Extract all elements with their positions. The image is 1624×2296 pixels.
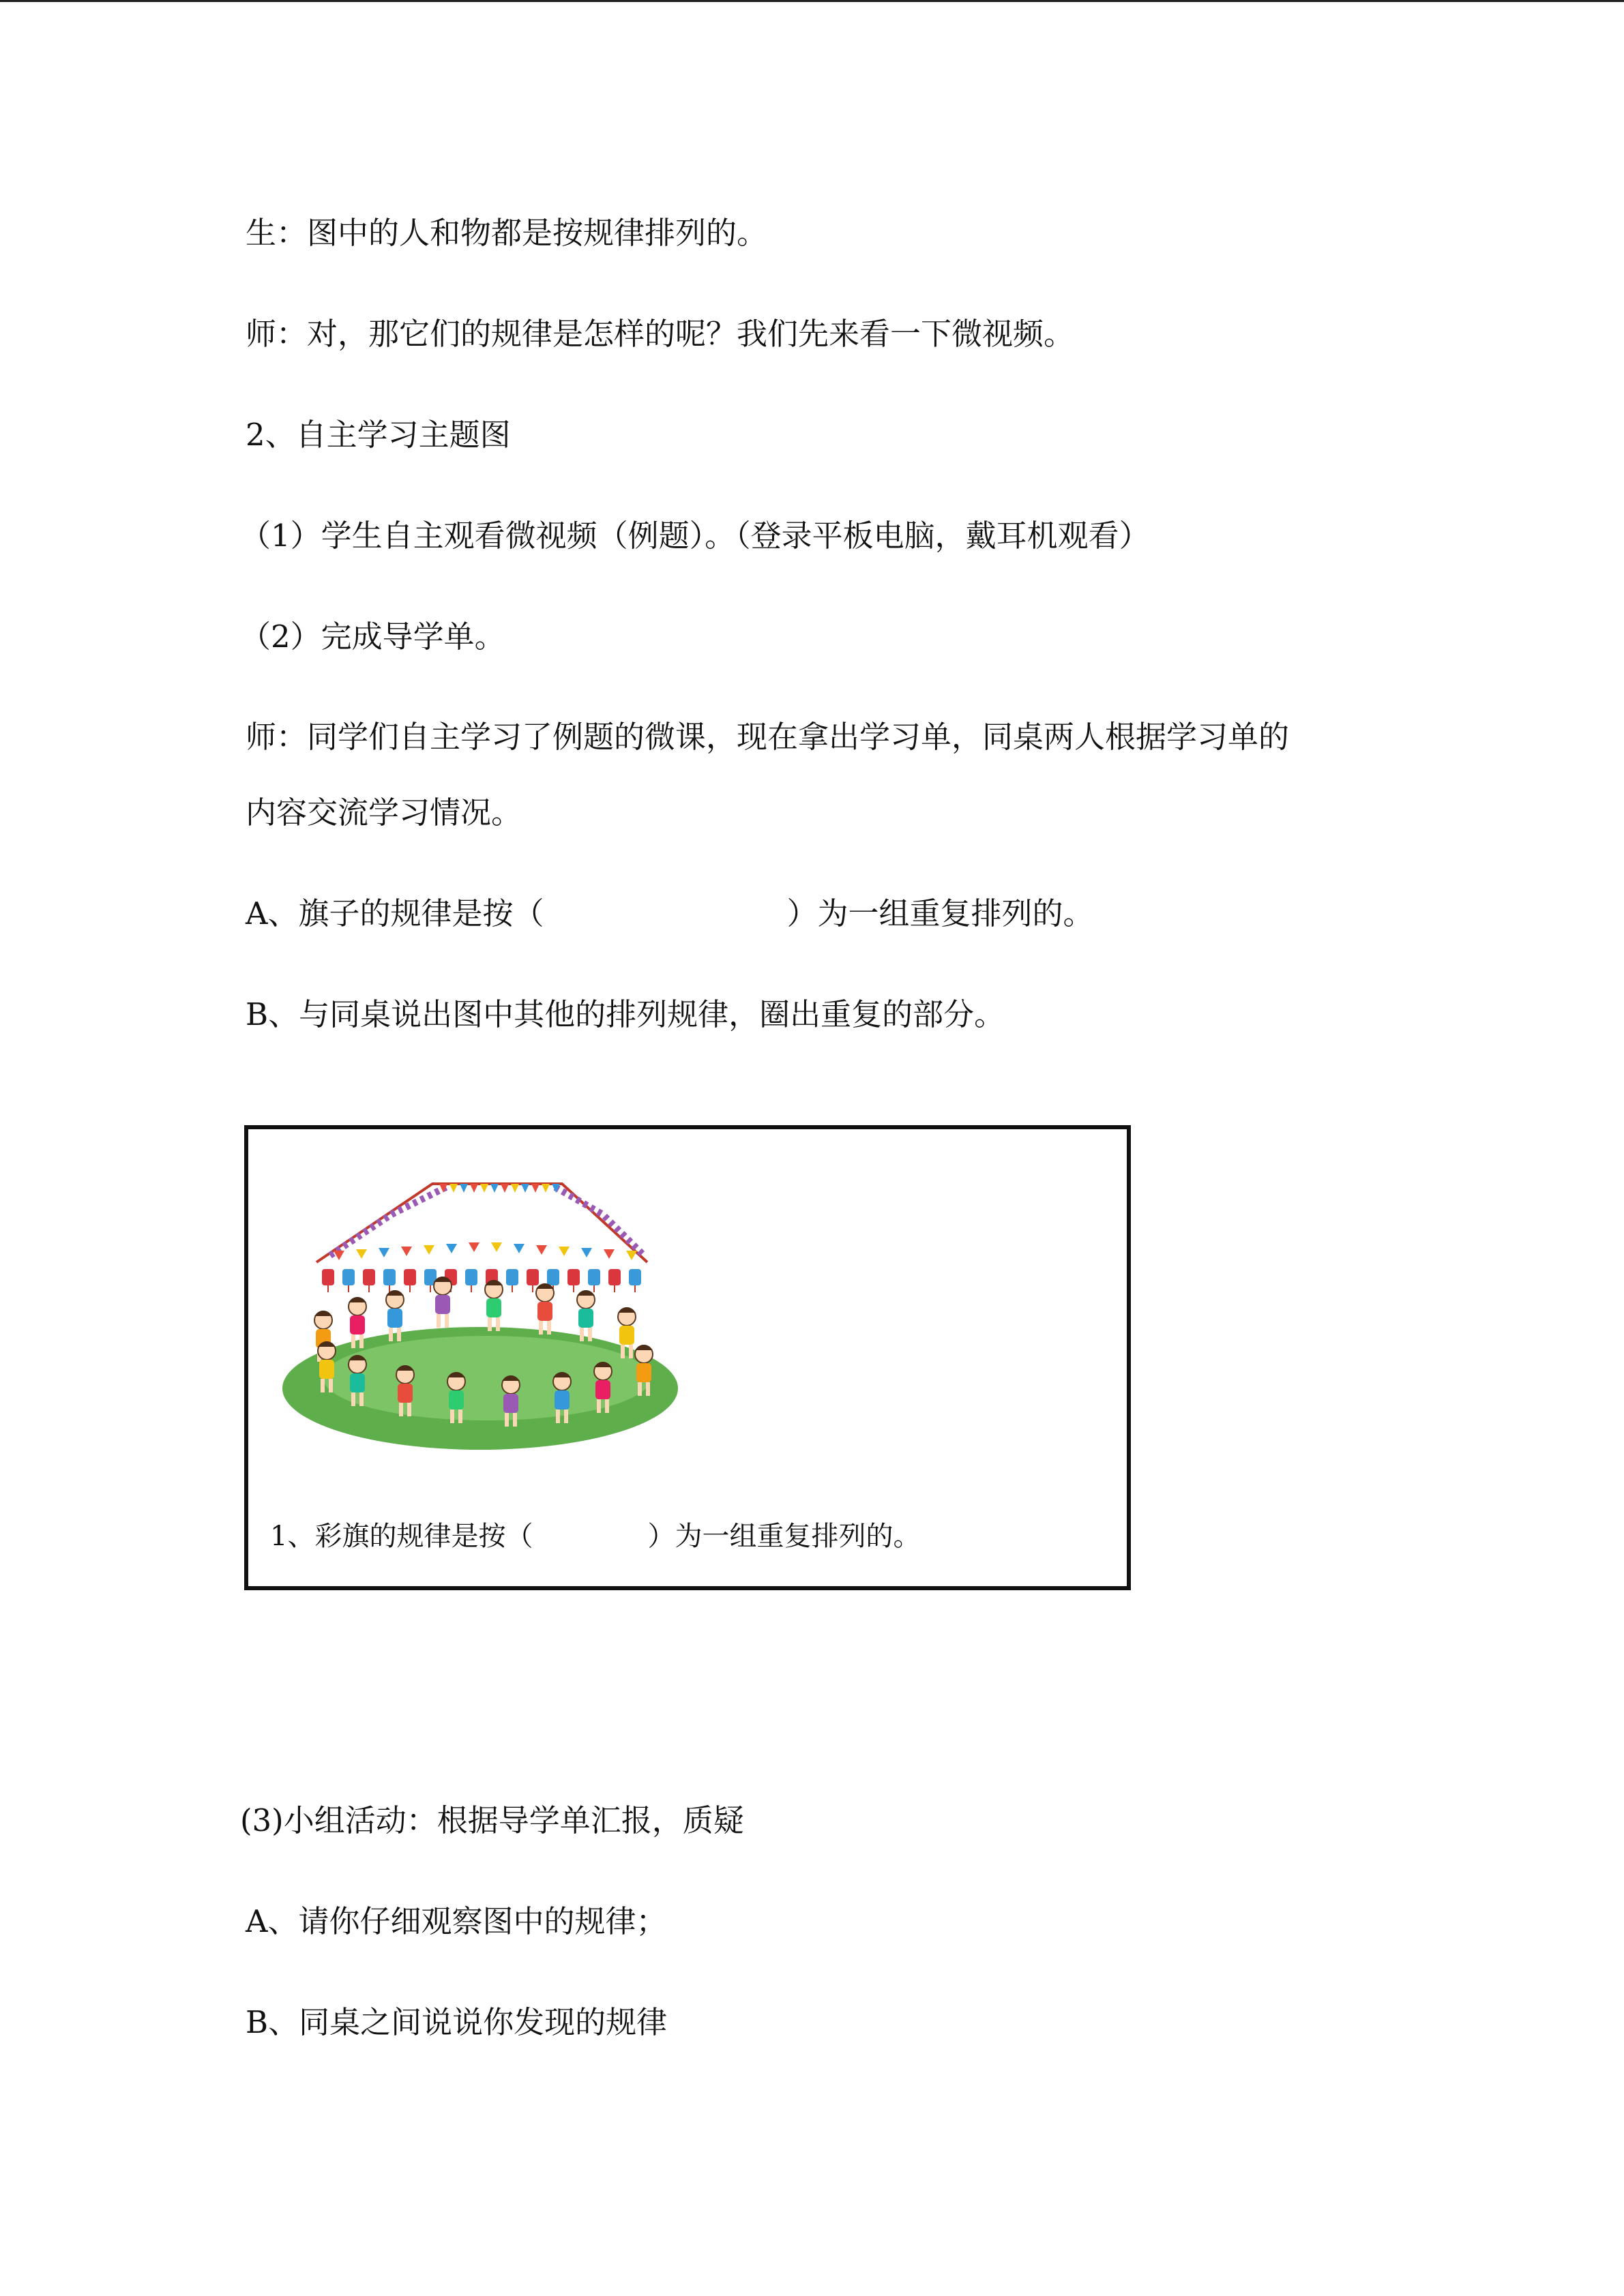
section-3-heading: (3)小组活动：根据导学单汇报，质疑 <box>240 1802 744 1838</box>
step-1-watch-video: （1）学生自主观看微视频（例题）。（登录平板电脑，戴耳机观看） <box>240 518 1150 554</box>
garland-flag <box>334 1251 344 1260</box>
garland-flag <box>511 1184 519 1193</box>
lantern <box>383 1269 396 1285</box>
lantern <box>547 1269 559 1285</box>
question-a <box>246 895 1094 933</box>
garland-flag <box>446 1244 457 1253</box>
lantern <box>527 1269 539 1285</box>
lantern <box>506 1269 518 1285</box>
child-figure <box>485 1280 503 1331</box>
garland-flag <box>491 1242 502 1252</box>
lanterns-row <box>322 1269 641 1292</box>
lantern <box>322 1269 334 1285</box>
garland-flag <box>581 1248 592 1257</box>
garland-flag <box>469 1242 479 1252</box>
lantern <box>465 1269 477 1285</box>
garland-flag <box>501 1184 509 1193</box>
section-heading-self-study: 2、自主学习主题图 <box>246 417 511 453</box>
question-a-after: ）为一组重复排列的。 <box>786 895 1094 931</box>
question-a-before: A、旗子的规律是按（ <box>246 895 544 931</box>
lantern <box>629 1269 641 1285</box>
children-dancing-illustration <box>276 1167 678 1453</box>
paragraph-teacher-instruction-1: 师：同学们自主学习了例题的微课，现在拿出学习单，同桌两人根据学习单的 <box>246 719 1290 755</box>
figure-caption <box>270 1519 920 1553</box>
garland-flag <box>424 1245 434 1255</box>
step-2-complete-worksheet: （2）完成导学单。 <box>240 618 505 655</box>
child-figure <box>536 1283 554 1335</box>
section-3-item-b: B、同桌之间说说你发现的规律 <box>246 2004 668 2040</box>
worksheet-figure-box <box>244 1125 1131 1590</box>
lantern <box>404 1269 416 1285</box>
garland-flag <box>490 1184 499 1193</box>
caption-after: ）为一组重复排列的。 <box>647 1521 921 1552</box>
garland-flag <box>470 1184 478 1193</box>
garland-flag <box>460 1184 468 1193</box>
paragraph-student-answer: 生：图中的人和物都是按规律排列的。 <box>246 215 768 251</box>
lantern <box>342 1269 355 1285</box>
garland-flag <box>626 1251 637 1260</box>
garland-flag <box>536 1245 547 1255</box>
child-figure <box>577 1290 595 1341</box>
garland-flag <box>559 1247 570 1256</box>
garland-flag <box>542 1184 550 1193</box>
garland-flag <box>531 1184 540 1193</box>
child-figure <box>434 1277 452 1328</box>
section-3-item-a: A、请你仔细观察图中的规律； <box>246 1903 667 1939</box>
garland-flag <box>480 1184 488 1193</box>
paragraph-teacher-instruction-2: 内容交流学习情况。 <box>246 794 522 831</box>
garland-flag <box>521 1184 529 1193</box>
caption-before: 1、彩旗的规律是按（ <box>270 1521 533 1552</box>
garland-flag <box>401 1247 412 1256</box>
garland-flag <box>449 1184 458 1193</box>
lantern <box>588 1269 600 1285</box>
lantern <box>567 1269 580 1285</box>
page-top-rule <box>0 0 1624 2</box>
garland-flag <box>514 1244 525 1253</box>
garland-flag <box>604 1249 615 1259</box>
paragraph-teacher-prompt: 师：对，那它们的规律是怎样的呢？我们先来看一下微视频。 <box>246 316 1075 352</box>
lantern <box>608 1269 621 1285</box>
lantern <box>363 1269 375 1285</box>
garland-flag <box>379 1248 389 1257</box>
garland-flag <box>356 1249 367 1259</box>
question-b: B、与同桌说出图中其他的排列规律，圈出重复的部分。 <box>246 996 1005 1032</box>
